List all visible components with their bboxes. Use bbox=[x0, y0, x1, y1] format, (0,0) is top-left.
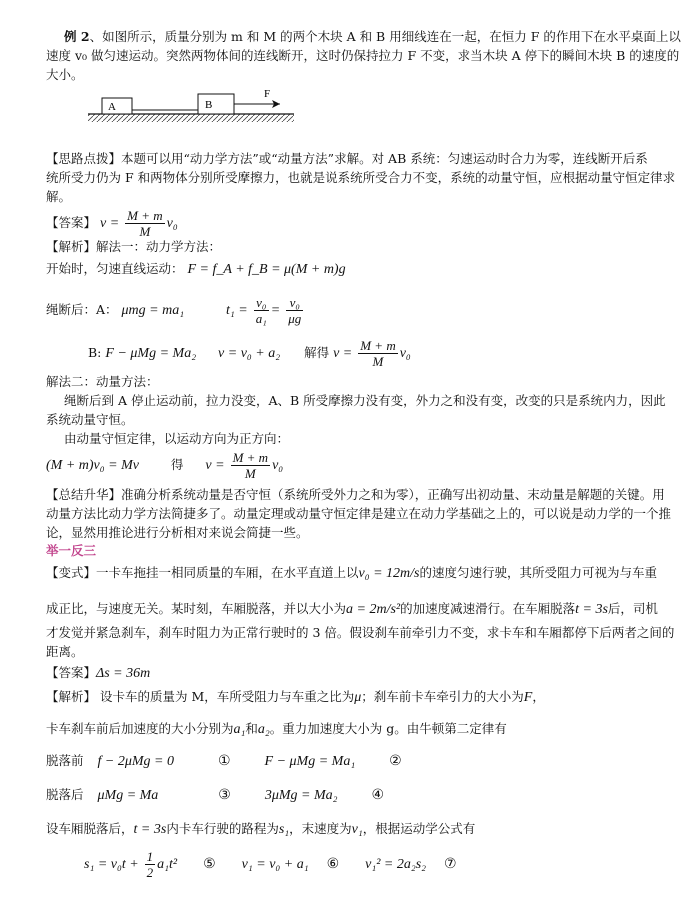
analysis-2-line-2: 卡车刹车前后加速度的大小分别为a₁和a₂。重力加速度大小为 g。由牛顿第二定律有 bbox=[46, 721, 507, 737]
block-a bbox=[102, 98, 132, 114]
summary-line-2: 动量方法比动力学方法简捷多了。动量定理或动量守恒定律是建立在动力学基础之上的，可以说是动力学的一个推 bbox=[46, 506, 672, 521]
eq-momentum: (M + m)v₀ = Mv 得 v = $\frac{M + m}{M}$ v₀ bbox=[46, 450, 284, 481]
eq-start: 开始时，匀速直线运动： F = f_A + f_B = μ(M + m)g bbox=[46, 261, 346, 277]
variant-line-3: 才发觉并紧急刹车，刹车时阻力为正常行驶时的 3 倍。假设刹车前牵引力不变，求卡车和车厢都停下后两者之间的 bbox=[46, 625, 675, 640]
kinematics-intro: 设车厢脱落后，t = 3s内卡车行驶的路程为s₁，末速度为v₁，根据运动学公式有 bbox=[46, 821, 476, 837]
answer-2: 【答案】Δs = 36m bbox=[46, 665, 151, 681]
eq-after: 脱落后 μMg = Ma ③ 3μMg = Ma₂ ④ bbox=[46, 787, 385, 803]
method-2-line-3: 由动量守恒定律，以运动方向为正方向： bbox=[64, 431, 290, 446]
answer-1: 【答案】 v = $\frac{M + m}{M}$ v₀ bbox=[46, 208, 178, 239]
section-title: 举一反三 bbox=[46, 543, 97, 558]
variant-line-4: 距离。 bbox=[46, 644, 84, 659]
eq-break-b: B: F − μMg = Ma₂ v = v₀ + a₂ 解得 v = $\frac{M + m}{M}$ v₀ bbox=[88, 338, 411, 369]
block-b-label: B bbox=[205, 99, 213, 111]
summary-line-3: 论，显然用推论进行分析相对来说会简捷一些。 bbox=[46, 525, 309, 540]
block-b bbox=[198, 94, 234, 114]
force-label: F bbox=[264, 88, 271, 100]
method-2-line-1: 绳断后到 A 停止运动前，拉力没变，A、B 所受摩擦力没有变，外力之和没有变，改变的只是系统内力，因此 bbox=[64, 393, 666, 408]
block-a-label: A bbox=[108, 101, 116, 113]
variant-line-2: 成正比，与速度无关。某时刻，车厢脱落，并以大小为a = 2m/s²的加速度减速滑行。在车厢脱落t = 3s后，司机 bbox=[46, 601, 658, 617]
hint-line-2: 统所受力仍为 F 和两物体分别所受摩擦力，也就是说系统所受合力不变，系统的动量守恒，应根据动量守恒定律求 bbox=[46, 170, 676, 185]
method-2-line-2: 系统动量守恒。 bbox=[46, 412, 134, 427]
eq-before: 脱落前 f − 2μMg = 0 ① F − μMg = Ma₁ ② bbox=[46, 753, 402, 769]
method-2-title: 解法二：动量方法： bbox=[46, 374, 159, 389]
variant-line-1: 【变式】一卡车拖挂一相同质量的车厢，在水平直道上以v₀ = 12m/s的速度匀速行驶，其所受阻力可视为与车重 bbox=[46, 565, 658, 581]
hint-line-3: 解。 bbox=[46, 189, 72, 204]
example-line-1: 例 2、如图所示，质量分别为 m 和 M 的两个木块 A 和 B 用细线连在一起，在恒力 F 的作用下在水平桌面上以 bbox=[64, 29, 681, 44]
analysis-1-title: 【解析】解法一：动力学方法： bbox=[46, 239, 222, 254]
example-line-2: 速度 v₀ 做匀速运动。突然两物体间的连线断开，这时仍保持拉力 F 不变，求当木块 A 停下的瞬间木块 B 的速度的 bbox=[46, 48, 680, 63]
summary-line-1: 【总结升华】准确分析系统动量是否守恒（系统所受外力之和为零），正确写出初动量、末动量是解题的关键。用 bbox=[46, 487, 665, 502]
hint-line-1: 【思路点拨】本题可以用“动力学方法”或“动量方法”求解。对 AB 系统：匀速运动时合力为零，连线断开后系 bbox=[46, 151, 648, 166]
example-label: 例 2 bbox=[64, 29, 90, 44]
blocks-figure bbox=[88, 86, 294, 126]
eq-break-a: 绳断后：A： μmg = ma₁ t₁ = $\frac{\text{v₀}}{\text{a₁}}$ = $\frac{\text{v₀}}{\mu g}$ bbox=[46, 295, 302, 326]
answer-1-fraction: $\frac{M + m}{M}$ bbox=[127, 208, 163, 239]
analysis-2-line-1: 【解析】 设卡车的质量为 M，车所受阻力与车重之比为μ；刹车前卡车牵引力的大小为F， bbox=[46, 689, 545, 705]
eq-kinematics: s₁ = v₀t + $\frac{1}{2}$ a₁t² ⑤ v₁ = v₀ + a₁ ⑥ v₁² = 2a₂s₂ ⑦ bbox=[84, 849, 457, 880]
example-line-3: 大小。 bbox=[46, 67, 84, 82]
table-surface bbox=[88, 114, 294, 122]
